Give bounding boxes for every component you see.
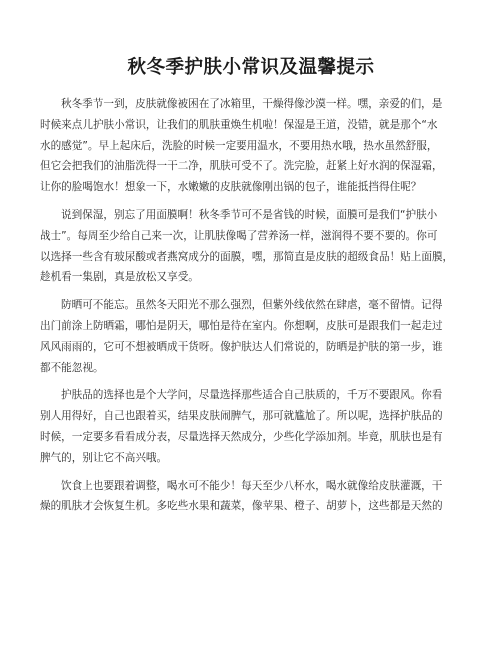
paragraph-face-mask [40,205,462,288]
text-line: 出门前涂上防晒霜，哪怕是阴天，哪怕是待在室内。你想啊，皮肤可是跟我们一起走过 [40,319,443,332]
paragraph-skincare-products [40,385,462,468]
document-title: 秋冬季护肤小常识及温馨提示 [127,57,375,78]
text-line: 秋冬季节一到，皮肤就像被困在了冰箱里，干燥得像沙漠一样。嘿，亲爱的们，是 [61,98,443,110]
text-line: 战士”。每周至少给自己来一次，让肌肤像喝了营养汤一样，滋润得不要不要的。你可 [40,229,438,242]
paragraph-moisturizing [40,94,462,198]
text-line: 趁机看一集剧，真是放松又享受。 [40,271,199,284]
text-line: 但它会把我们的油脂洗得一干二净，肌肤可受不了。洗完脸，赶紧上好水润的保湿霜， [40,160,443,173]
text-line: 燥的肌肤才会恢复生机。多吃些水果和蔬菜，像苹果、橙子、胡萝卜，这些都是天然的 [40,500,443,513]
text-line: 时候来点儿护肤小常识，让我们的肌肤重焕生机啦！保湿是王道，没错，就是那个“水 [40,118,438,131]
text-line: 都不能忽视。 [40,361,104,374]
text-line: 风风雨雨的，它可不想被晒成干货呀。像护肤达人们常说的，防晒是护肤的第一步，谁 [40,340,443,353]
text-line: 饮食上也要跟着调整，喝水可不能少！每天至少八杯水，喝水就像给皮肤灌溉，干 [61,479,443,492]
text-line: 防晒可不能忘。虽然冬天阳光不那么强烈，但紫外线依然在肆虐，毫不留情。记得 [61,299,443,312]
paragraph-diet [40,476,462,518]
text-line: 脾气的，别让它不高兴哦。 [40,451,168,464]
text-line: 护肤品的选择也是个大学问，尽量选择那些适合自己肤质的，千万不要跟风。你看 [61,389,443,402]
text-line: 让你的脸喝饱水！想象一下，水嫩嫩的皮肤就像刚出锅的包子，谁能抵挡得住呢？ [40,181,422,194]
text-line: 别人用得好，自己也跟着买，结果皮肤闹脾气，那可就尴尬了。所以呢，选择护肤品的 [40,410,443,423]
text-line: 时候，一定要多看看成分表，尽量选择天然成分，少些化学添加剂。毕竟，肌肤也是有 [40,430,443,443]
text-line: 说到保湿，别忘了用面膜啊！秋冬季节可不是省钱的时候，面膜可是我们“护肤小 [61,208,438,221]
text-line: 以选择一些含有玻尿酸或者燕窝成分的面膜，嘿，那简直是皮肤的超级食品！贴上面膜， [40,250,454,263]
text-line: 水的感觉”。早上起床后，洗脸的时候一定要用温水，不要用热水哦，热水虽然舒服， [40,139,438,152]
paragraph-sunscreen [40,295,462,378]
